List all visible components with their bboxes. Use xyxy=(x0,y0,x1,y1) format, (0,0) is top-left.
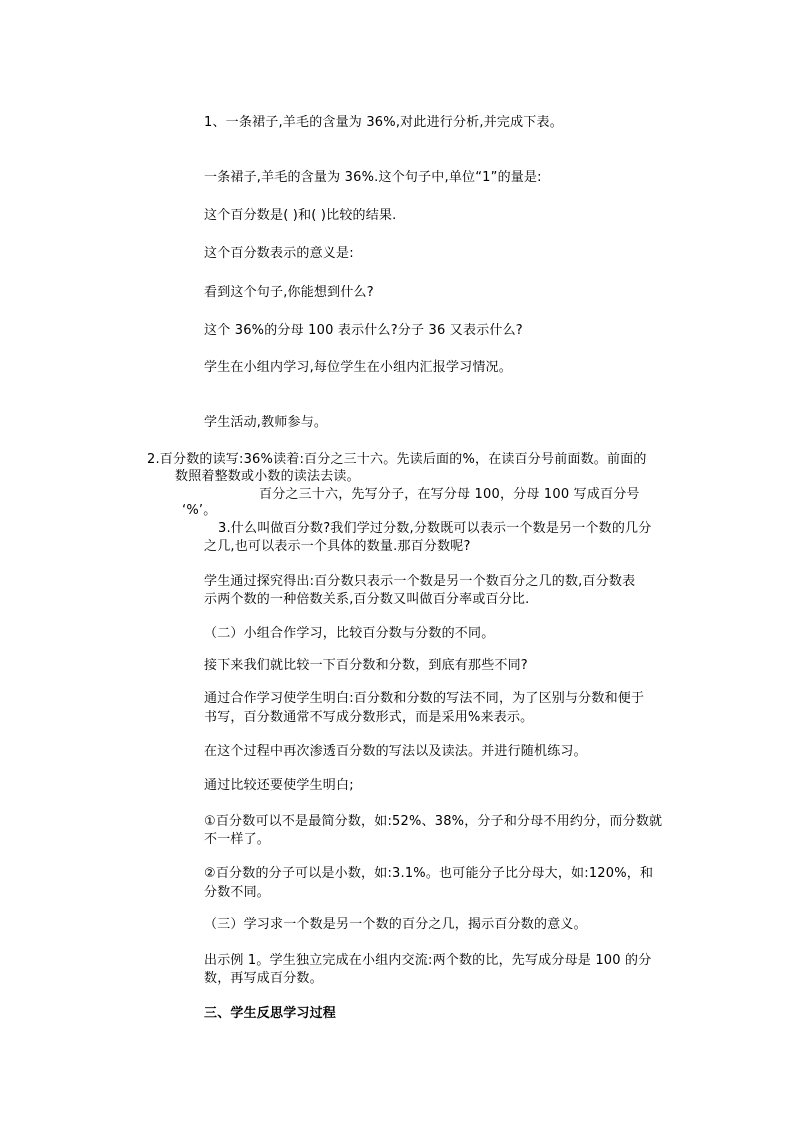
text-line: 一条裙子,羊毛的含量为 36%.这个句子中,单位“1”的量是: xyxy=(204,170,542,185)
text-line: 看到这个句子,你能想到什么? xyxy=(204,285,374,300)
text-line: 书写，百分数通常不写成分数形式，而是采用%来表示。 xyxy=(204,710,534,725)
text-line: 之几,也可以表示一个具体的数量.那百分数呢? xyxy=(204,539,471,554)
text-line: 数，再写成百分数。 xyxy=(204,971,323,986)
text-line: 分数不同。 xyxy=(204,885,271,900)
text-line: 通过合作学习使学生明白:百分数和分数的写法不同，为了区别与分数和便于 xyxy=(204,691,645,706)
text-line: 这个百分数表示的意义是: xyxy=(204,246,354,261)
text-line: 在这个过程中再次渗透百分数的写法以及读法。并进行随机练习。 xyxy=(204,744,587,759)
text-line: 示两个数的一种倍数关系,百分数又叫做百分率或百分比. xyxy=(204,592,530,607)
text-line: 这个百分数是( )和( )比较的结果. xyxy=(204,208,397,223)
subsection-heading: （三）学习求一个数是另一个数的百分之几，揭示百分数的意义。 xyxy=(204,917,587,932)
text-line: 学生在小组内学习,每位学生在小组内汇报学习情况。 xyxy=(204,360,512,375)
text-line: ①百分数可以不是最简分数，如:52%、38%，分子和分母不用约分，而分数就 xyxy=(204,814,663,829)
text-line: 百分之三十六，先写分子，在写分母 100，分母 100 写成百分号 xyxy=(259,487,640,502)
section-3-heading: 3.什么叫做百分数?我们学过分数,分数既可以表示一个数是另一个数的几分 xyxy=(218,521,652,536)
text-line: 数照着整数或小数的读法去读。 xyxy=(175,469,360,484)
subsection-heading: （二）小组合作学习，比较百分数与分数的不同。 xyxy=(204,626,495,641)
section-2-heading: 2.百分数的读写:36%读着:百分之三十六。先读后面的%，在读百分号前面数。前面的 xyxy=(147,452,647,467)
text-line: 不一样了。 xyxy=(204,832,271,847)
text-line: 通过比较还要使学生明白; xyxy=(204,778,354,793)
question-1: 1、一条裙子,羊毛的含量为 36%,对此进行分析,并完成下表。 xyxy=(204,115,563,130)
section-heading: 三、学生反思学习过程 xyxy=(204,1006,337,1021)
text-line: 出示例 1。学生独立完成在小组内交流:两个数的比，先写成分母是 100 的分 xyxy=(204,953,652,968)
text-line: ②百分数的分子可以是小数，如:3.1%。也可能分子比分母大，如:120%，和 xyxy=(204,866,654,881)
text-line: 接下来我们就比较一下百分数和分数，到底有那些不同? xyxy=(204,658,528,673)
text-line: 这个 36%的分母 100 表示什么?分子 36 又表示什么? xyxy=(204,323,523,338)
text-line: 学生通过探究得出:百分数只表示一个数是另一个数百分之几的数,百分数表 xyxy=(204,574,636,589)
text-line: 学生活动,教师参与。 xyxy=(204,415,328,430)
text-line: ‘%’。 xyxy=(182,503,217,518)
